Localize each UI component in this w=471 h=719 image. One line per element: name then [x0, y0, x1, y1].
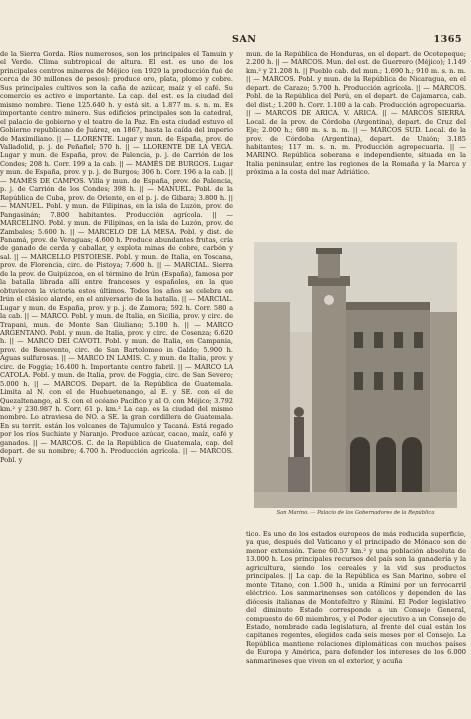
right-column-top-text: mun. de la República de Honduras, en el depart. de Ocotepeque; 2.200 h. || — MARCOS. Mun. del est. de Guerrero (Méjico); 1.149 km.² y 21.208 h. || Pueblo cab. del mun.; 1.690 h.; 910 m. s. n. m. || — MARCOS. Pobl. y mun. de la República de Nicaragua, en el depart. de Carazo; 5.700 h. Producción agrícola. || — MARCOS. Pobl. de la República del Perú, en el depart. de Cajamarca, cab. del dist.; 1.200 h. Corr. 1.100 a la cab. Producción agropecuaria. || — MARCOS DE ARICA. V. ARICA. || — MARCOS SIERRA. Local. de la prov. de Córdoba (Argentina), depart. de Cruz del Eje; 2.000 h.; 680 m. s. n. m. || — MARCOS SUD. Local. de la prov. de Córdoba (Argentina), depart. de Unión; 3.185 habitantes; 117 m. s. n. m. Producción agropecuaria. || — MARINO. República soberana e independiente, situada en la Italia peninsular, entre las regiones de la Romaña y la Marca y próxima a la costa del mar Adriático.	[246, 50, 466, 177]
photo-caption: San Marino. — Palacio de los Gobernadores de la República	[276, 510, 435, 516]
page-header	[0, 34, 471, 48]
left-column-text: de la Sierra Gorda. Ríos numerosos, son los principales el Tamuin y el Verde. Clima subtropical de altura. El est. es uno de los principales centros mineros de Méjico (en 1929 la producción fué de cerca de 30 millones de pesos): produce oro, plata, plomo y cobre. Sus principales cultivos son la caña de azúcar, maíz y el café. Su comercio es activo e importante. La cap. del est. es la ciudad del mismo nombre. Tiene 125.640 h. y está sit. a 1.877 m. s. n. m. Es importante centro minero. Sus edificios principales son la catedral, el palacio de gobierno y el teatro de la Paz. En esta ciudad estuvo el Gobierno republicano de Juárez, en 1867, hasta la caída del imperio de Maximiliano. || — LLORENTE. Lugar y mun. de España, prov. de Valladolid, p. j. de Peñafiel; 570 h. || — LLORENTE DE LA VEGA. Lugar y mun. de España, prov. de Palencia, p. j. de Carrión de los Condes; 208 h. Corr. 199 a la cab. || — MAMÉS DE BURGOS. Lugar y mun. de España, prov. y p. j. de Burgos; 306 h. Corr. 196 a la cab. || — MAMÉS DE CAMPOS. Villa y mun. de España, prov. de Palencia, p. j. de Carrión de los Condes; 398 h. || — MANUEL. Pobl. de la República de Cuba, prov. de Oriente, en el p. j. de Gibara; 3.800 h. || — MANUEL. Pobl. y mun. de Filipinas, en la isla de Luzón, prov. de Pangasinán; 7.800 habitantes. Producción agrícola. || — MARCELINO. Pobl. y mun. de Filipinas, en la isla de Luzón, prov. de Zambales; 5.600 h. || — MARCELO DE LA MESA. Pobl. y dist. de Panamá, prov. de Veraguas; 4.600 h. Produce abundantes frutas, cría de ganado de cerda y caballar, y explota minas de cobre, carbón y sal. || — MARCELLO PISTOIESE. Pobl. y mun. de Italia, en Toscana, prov. de Florencia, circ. de Pistoya; 7.600 h. || — MARCIAL. Sierra de la prov. de Guipúzcoa, en el término de Irún (España), famosa por la batalla librada allí entre franceses y españoles, en la que obtuvieron la victoria estos últimos. Todos los años se celebra en Irún el clásico alarde, en el aniversario de la batalla. || — MARCIAL. Lugar y mun. de España, prov. y p. j. de Zamora; 592 h. Corr. 580 a la cab. || — MARCO. Pobl. y mun. de Italia, en Sicilia, prov. y circ. de Trapani, mun. de Monte San Giuliano; 5.100 h. || — MARCO ARGENTANO. Pobl. y mun. de Italia, prov. y circ. de Cosenza; 6.620 h. || — MARCO DEI CAVOTI. Pobl. y mun. de Italia, en Campania, prov. de Benevento, circ. de San Bartolomeo in Galdo; 5.900 h. Aguas sulfurosas. || — MARCO IN LAMIS. C. y mun. de Italia, prov. y circ. de Foggia; 16.400 h. Importante centro fabril. || — MARCO LA CATOLA. Pobl. y mun. de Italia, prov. de Foggia, circ. de San Severo; 5.000 h. || — MARCOS. Depart. de la República de Guatemala. Limita al N. con el de Huehuetenango, al E. y SE. con el de Quezaltenango, al S. con el océano Pacífico y al O. con Méjico; 3.792 km.² y 230.987 h. Corr. 61 p. km.² La cap. es la ciudad del mismo nombre. Lo atraviesa de NO. a SE. la gran cordillera de Guatemala. En su territ. están los volcanes de Tajumulco y Tacaná. Está regado por los ríos Suchiate y Naranjo. Produce azúcar, cacao, maíz, café y ganados. || — MARCOS. C. de la República de Guatemala, cap. del depart. de su nombre; 4.700 h. Producción agrícola. || — MARCOS. Pobl. y	[0, 50, 233, 464]
page-number: 1365	[433, 34, 462, 45]
right-column-bottom	[246, 530, 466, 718]
right-column-top	[246, 50, 466, 238]
san-marino-palace-photo	[254, 242, 457, 508]
running-head-word: SAN	[232, 34, 257, 45]
palace-illustration	[254, 242, 457, 508]
right-column-bottom-text: tico. Es uno de los estados europeos de más reducida superficie, ya que, después del Vaticano y el principado de Mónaco son de menor extensión. Tiene 60.57 km.² y una población absoluta de 13.000 h. Los principales recursos del país son la ganadería y la agricultura, siendo los cereales y la vid sus productos principales. || La cap. de la República es San Marino, sobre el monte Titano, con 1.500 h., unida a Rímini por un ferrocarril eléctrico. Los sanmarinenses son católicos y dependen de las diócesis italianas de Montefeltro y Rímini. El Poder legislativo del diminuto Estado corresponde a un Consejo General, compuesto de 60 miembros, y el Poder ejecutivo a un Consejo de Estado, nombrado cada legislatura, al frente del cual están los capitanes regentes, elegidos cada seis meses por el Consejo. La República mantiene relaciones diplomáticas con muchos países de Europa y América, para defender los intereses de los 6.000 sanmarineses que viven en el exterior, y acuña	[246, 530, 466, 665]
left-column	[0, 50, 233, 719]
